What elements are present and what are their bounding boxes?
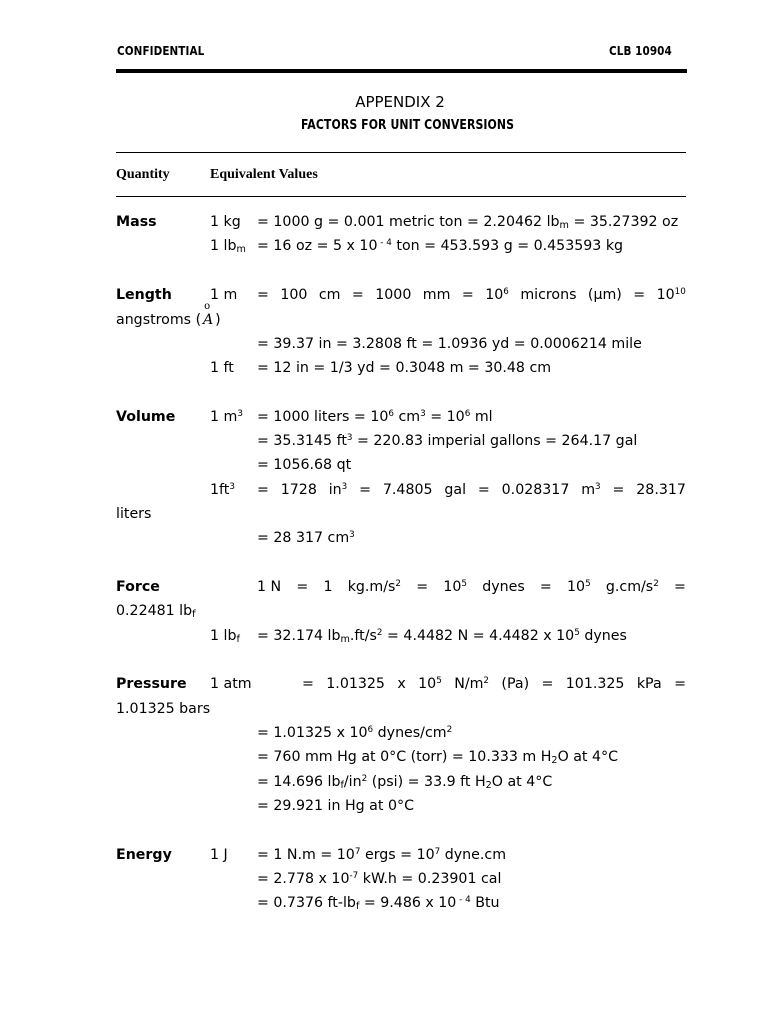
- column-header-equivalent-values: Equivalent Values: [210, 167, 318, 182]
- length-unit-ft: 1 ft: [210, 360, 234, 376]
- volume-line-5: = 28 317 $cm^3$: [257, 530, 355, 546]
- energy-line-2: = 2.778 x $10^{-7}$ kW.h = 0.23901 cal: [257, 871, 502, 887]
- quantity-mass: Mass: [116, 214, 157, 230]
- mass-line-1: = 1000 g = 0.001 metric ton = 2.20462 $lb_m = 35.27392$ oz: [257, 214, 679, 232]
- header-confidential: CONFIDENTIAL: [117, 43, 205, 58]
- table-header-rule: [116, 196, 686, 197]
- volume-unit-m3: 1 $m^3$: [210, 409, 243, 425]
- force-line-1-wrap: 0.22481 $lb_f$: [116, 603, 196, 621]
- quantity-volume: Volume: [116, 409, 176, 425]
- header-doc-code: CLB 10904: [609, 43, 672, 58]
- header-rule: [116, 69, 687, 73]
- length-line-4: = 12 in = 1/3 yd = 0.3048 m = 30.48 cm: [257, 360, 552, 376]
- volume-line-2: = 35.3145 $ft^3 = 220.83$ imperial gallons = 264.17 gal: [257, 433, 638, 449]
- force-line-1: 1 N = 1 $kg.m/s^2$ = $10^5$ dynes = $10^5$ $g.cm/s^2$ =: [257, 579, 686, 595]
- volume-line-3: = 1056.68 qt: [257, 457, 352, 473]
- quantity-pressure: Pressure: [116, 676, 187, 692]
- pressure-line-4: = 14.696 $lb_f/in^2$ (psi) = 33.9 ft $H_2O$ at 4°C: [257, 774, 553, 792]
- volume-line-4: = 1728 $in^3$ = 7.4805 gal = 0.028317 $m^3$ = 28.317: [257, 482, 686, 498]
- angstrom-symbol: o A: [202, 301, 214, 328]
- length-unit-m: 1 m: [210, 287, 238, 303]
- pressure-line-5: = 29.921 in Hg at 0°C: [257, 798, 414, 814]
- length-line-1: = 100 cm = 1000 mm = $10^6$ microns (µm) = $10^{10}$: [257, 287, 686, 303]
- length-line-1-wrap: angstroms ( o A ): [116, 301, 221, 328]
- mass-unit-lbm: 1 $lb_m$: [210, 238, 246, 256]
- pressure-line-2: = 1.01325 x $10^6$ dynes/$cm^2$: [257, 725, 453, 741]
- pressure-line-1-wrap: 1.01325 bars: [116, 701, 211, 717]
- energy-line-3: = 0.7376 $ft-lb_f = 9.486$ x 10 $^{- 4}$ Btu: [257, 895, 500, 913]
- pressure-line-1: = 1.01325 x $10^5$ $N/m^2$ (Pa) = 101.325 kPa =: [302, 676, 686, 692]
- volume-line-4-wrap: liters: [116, 506, 152, 522]
- volume-unit-ft3: $1ft^3$: [210, 482, 235, 498]
- quantity-length: Length: [116, 287, 172, 303]
- force-unit-lbf: 1 $lb_f$: [210, 628, 240, 646]
- table-top-rule: [116, 152, 686, 153]
- column-header-quantity: Quantity: [116, 167, 170, 182]
- length-line-3: = 39.37 in = 3.2808 ft = 1.0936 yd = 0.0006214 mile: [257, 336, 642, 352]
- appendix-subtitle: FACTORS FOR UNIT CONVERSIONS: [301, 118, 515, 133]
- appendix-title: APPENDIX 2: [355, 93, 445, 111]
- mass-line-2: = 16 oz = 5 x 10 $^{- 4}$ ton = 453.593 g = 0.453593 kg: [257, 238, 624, 254]
- volume-line-1: = 1000 liters = $10^6$ $cm^3 = 10^6$ ml: [257, 409, 493, 425]
- energy-line-1: = 1 $N.m = 10^7$ ergs = $10^7$ dyne.cm: [257, 847, 507, 863]
- energy-unit-j: 1 J: [210, 847, 228, 863]
- quantity-force: Force: [116, 579, 160, 595]
- force-line-2: = 32.174 $lb_m.ft/s^2 = 4.4482$ N = 4.4482 x $10^5$ dynes: [257, 628, 627, 646]
- mass-unit-kg: 1 kg: [210, 214, 241, 230]
- pressure-unit-atm: 1 atm: [210, 676, 252, 692]
- quantity-energy: Energy: [116, 847, 172, 863]
- pressure-line-3: = 760 mm Hg at 0°C (torr) = 10.333 m $H_2O$ at 4°C: [257, 749, 619, 767]
